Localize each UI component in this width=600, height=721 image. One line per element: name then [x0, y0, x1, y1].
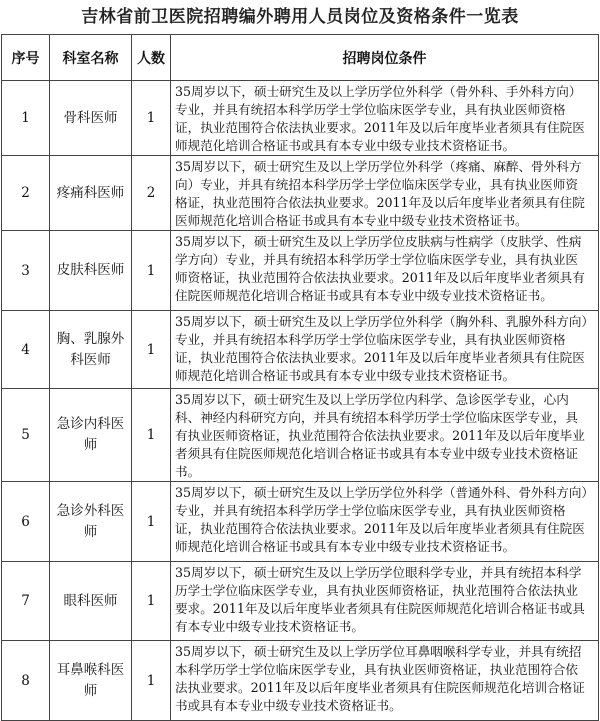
- table-row: [2, 81, 599, 156]
- headcount: 1: [132, 81, 171, 156]
- department-name: 急诊外科医师: [50, 482, 132, 562]
- serial-number: 7: [2, 562, 50, 641]
- position-requirements: 35周岁以下，硕士研究生及以上学历学位耳鼻咽喉科学专业，并具有统招本科学历学士学位临床医学专业，具有执业医师资格证，执业范围符合依法执业要求。2011年及以后年度毕业者须具有住院医师规范化培训合格证书或具有本专业中级专业技术资格证书。: [171, 641, 599, 721]
- department-name: 疼痛科医师: [50, 156, 132, 231]
- serial-number: 6: [2, 482, 50, 562]
- position-requirements: 35周岁以下，硕士研究生及以上学历学位眼科学专业，并具有统招本科学历学士学位临床医学专业，具有执业医师资格证，执业范围符合依法执业要求。2011年及以后年度毕业者须具有住院医师规范化培训合格证书或具有本专业中级专业技术资格证书。: [171, 562, 599, 641]
- serial-number: 8: [2, 641, 50, 721]
- serial-number: 2: [2, 156, 50, 231]
- department-name: 骨科医师: [50, 81, 132, 156]
- table-row: [2, 389, 599, 482]
- position-requirements: 35周岁以下，硕士研究生及以上学历学位内科学、急诊医学专业，心内科、神经内科研究方向，并具有统招本科学历学士学位临床医学专业，具有执业医师资格证，执业范围符合依法执业要求。2011年及以后年度毕业者须具有住院医师规范化培训合格证书或具有本专业中级专业技术资格证书。: [171, 389, 599, 482]
- table-row: [2, 156, 599, 231]
- department-name: 皮肤科医师: [50, 231, 132, 311]
- department-name: 眼科医师: [50, 562, 132, 641]
- headcount: 1: [132, 231, 171, 311]
- serial-number: 5: [2, 389, 50, 482]
- table-row: [2, 482, 599, 562]
- position-requirements: 35周岁以下，硕士研究生及以上学历学位皮肤病与性病学（皮肤学、性病学方向）专业，并具有统招本科学历学士学位临床医学专业，具有执业医师资格证，执业范围符合依法执业要求。2011年及以后年度毕业者须具有住院医师规范化培训合格证书或具有本专业中级专业技术资格证书。: [171, 231, 599, 311]
- table-row: [2, 311, 599, 389]
- serial-number: 4: [2, 311, 50, 389]
- positions-table: [1, 34, 599, 721]
- department-name: 急诊内科医师: [50, 389, 132, 482]
- headcount: 1: [132, 641, 171, 721]
- position-requirements: 35周岁以下，硕士研究生及以上学历学位外科学（疼痛、麻醉、骨外科方向）专业，并具有统招本科学历学士学位临床医学专业，具有执业医师资格证，执业范围符合依法执业要求。2011年及以后年度毕业者须具有住院医师规范化培训合格证书或具有本专业中级专业技术资格证书。: [171, 156, 599, 231]
- header-headcount: 人数: [132, 35, 171, 81]
- position-requirements: 35周岁以下，硕士研究生及以上学历学位外科学（普通外科、骨外科方向）专业，并具有统招本科学历学士学位临床医学专业，具有执业医师资格证，执业范围符合依法执业要求。2011年及以后年度毕业者须具有住院医师规范化培训合格证书或具有本专业中级专业技术资格证书。: [171, 482, 599, 562]
- table-row: [2, 231, 599, 311]
- table-row: [2, 641, 599, 721]
- headcount: 1: [132, 482, 171, 562]
- page-title: 吉林省前卫医院招聘编外聘用人员岗位及资格条件一览表: [81, 7, 519, 27]
- header-position-requirements: 招聘岗位条件: [171, 35, 599, 81]
- headcount: 1: [132, 311, 171, 389]
- header-serial-number: 序号: [2, 35, 50, 81]
- headcount: 1: [132, 389, 171, 482]
- position-requirements: 35周岁以下，硕士研究生及以上学历学位外科学（骨外科、手外科方向）专业，并具有统招本科学历学士学位临床医学专业，具有执业医师资格证，执业范围符合依法执业要求。2011年及以后年度毕业者须具有住院医师规范化培训合格证书或具有本专业中级专业技术资格证书。: [171, 81, 599, 156]
- table-row: [2, 562, 599, 641]
- position-requirements: 35周岁以下，硕士研究生及以上学历学位外科学（胸外科、乳腺外科方向）专业，并具有统招本科学历学士学位临床医学专业，具有执业医师资格证，执业范围符合依法执业要求。2011年及以后年度毕业者须具有住院医师规范化培训合格证书或具有本专业中级专业技术资格证书。: [171, 311, 599, 389]
- serial-number: 3: [2, 231, 50, 311]
- table-header-row: [2, 35, 599, 81]
- header-department-name: 科室名称: [50, 35, 132, 81]
- department-name: 胸、乳腺外科医师: [50, 311, 132, 389]
- headcount: 2: [132, 156, 171, 231]
- department-name: 耳鼻喉科医师: [50, 641, 132, 721]
- serial-number: 1: [2, 81, 50, 156]
- headcount: 1: [132, 562, 171, 641]
